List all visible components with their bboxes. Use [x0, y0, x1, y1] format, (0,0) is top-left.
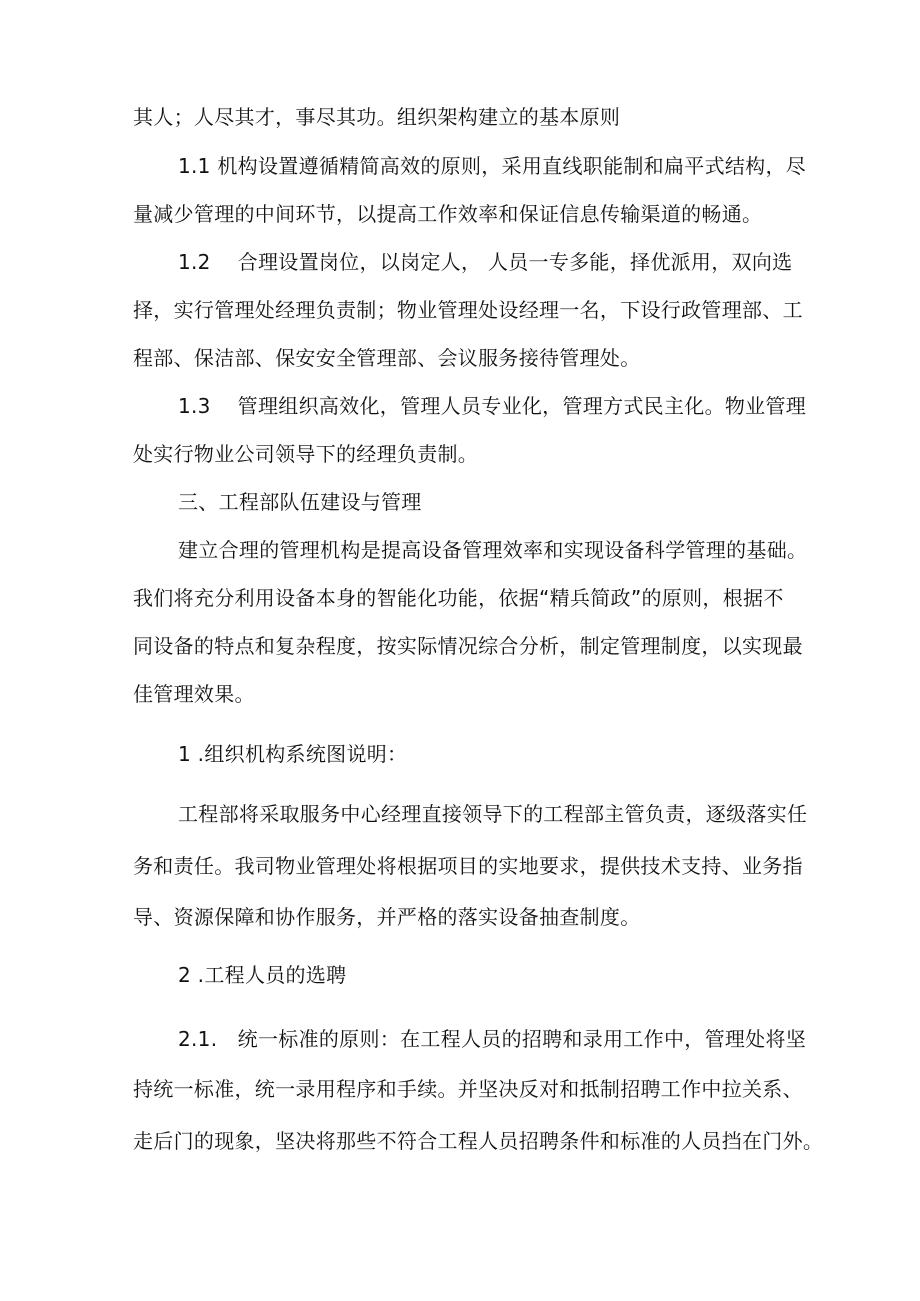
- text-line-16: 务和责任。我司物业管理处将根据项目的实地要求，提供技术支持、业务指: [133, 854, 803, 878]
- text-line-3: 量减少管理的中间环节，以提高工作效率和保证信息传输渠道的畅通。: [133, 202, 763, 226]
- section-heading: 三、工程部队伍建设与管理: [178, 490, 422, 514]
- text-line-6: 程部、保洁部、保安安全管理部、会议服务接待管理处。: [133, 346, 641, 370]
- text-line-13: 佳管理效果。: [133, 682, 255, 706]
- text-line-1: 其人；人尽其才，事尽其功。组织架构建立的基本原则: [133, 105, 621, 129]
- text-line-17: 导、资源保障和协作服务，并严格的落实设备抽查制度。: [133, 905, 641, 929]
- text-line-21: 走后门的现象，坚决将那些不符合工程人员招聘条件和标准的人员挡在门外。: [133, 1129, 824, 1153]
- text-line-11: 我们将充分利用设备本身的智能化功能，依据“精兵简政”的原则，根据不: [133, 586, 784, 610]
- text-line-12: 同设备的特点和复杂程度，按实际情况综合分析，制定管理制度，以实现最: [133, 634, 803, 658]
- subheading-2: 2 .工程人员的选聘: [178, 963, 347, 987]
- text-line-8: 处实行物业公司领导下的经理负责制。: [133, 442, 479, 466]
- text-line-7: 1.3 管理组织高效化，管理人员专业化，管理方式民主化。物业管理: [178, 394, 807, 418]
- text-line-4: 1.2 合理设置岗位，以岗定人， 人员一专多能，择优派用，双向选: [178, 250, 793, 274]
- text-line-2: 1.1 机构设置遵循精简高效的原则，采用直线职能制和扁平式结构，尽: [178, 154, 807, 178]
- subheading-1: 1 .组织机构系统图说明：: [178, 742, 408, 766]
- text-line-10: 建立合理的管理机构是提高设备管理效率和实现设备科学管理的基础。: [178, 538, 808, 562]
- text-line-15: 工程部将采取服务中心经理直接领导下的工程部主管负责，逐级落实任: [178, 802, 808, 826]
- text-line-5: 择，实行管理处经理负责制；物业管理处设经理一名，下设行政管理部、工: [133, 298, 803, 322]
- text-line-19: 2.1. 统一标准的原则：在工程人员的招聘和录用工作中，管理处将坚: [178, 1027, 807, 1051]
- text-line-20: 持统一标准，统一录用程序和手续。并坚决反对和抵制招聘工作中拉关系、: [133, 1077, 803, 1101]
